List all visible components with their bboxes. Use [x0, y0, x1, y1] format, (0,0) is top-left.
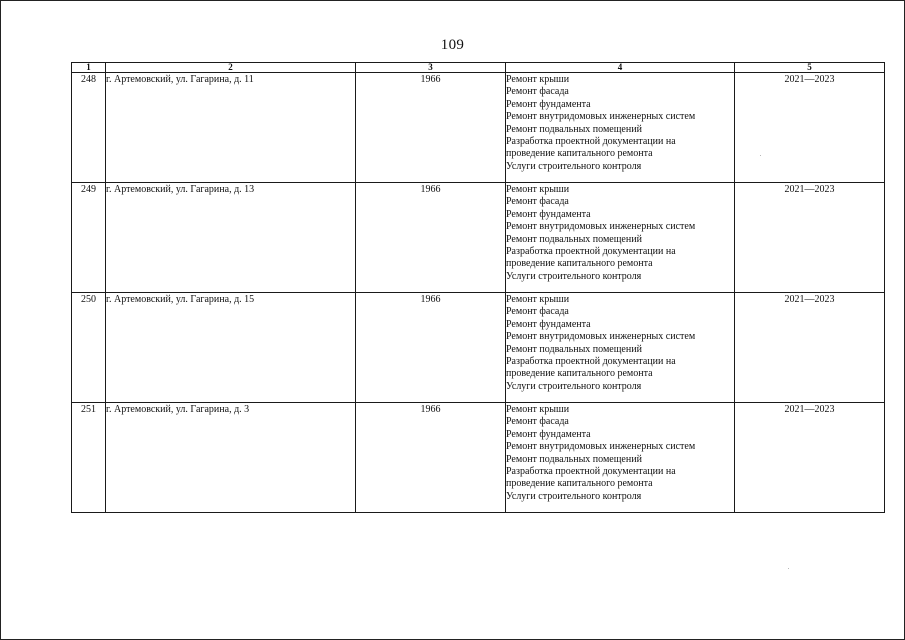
header-col-1: 1 [72, 63, 106, 73]
work-item: Ремонт подвальных помещений [506, 233, 642, 245]
table-row [72, 183, 885, 293]
row-works [506, 403, 735, 513]
header-col-2: 2 [106, 63, 356, 73]
work-item: Ремонт фундамента [506, 208, 591, 220]
work-item: Ремонт фасада [506, 86, 569, 98]
table-row [72, 293, 885, 403]
row-period: 2021—2023 [735, 183, 885, 293]
work-item: Разработка проектной документации на [506, 136, 676, 148]
scan-speck [788, 568, 789, 569]
work-item: Ремонт крыши [506, 294, 570, 305]
work-item: Услуги строительного контроля [506, 380, 642, 392]
row-period: 2021—2023 [735, 293, 885, 403]
row-address: г. Артемовский, ул. Гагарина, д. 3 [106, 403, 356, 513]
row-period: 2021—2023 [735, 403, 885, 513]
row-year: 1966 [356, 293, 506, 403]
row-address: г. Артемовский, ул. Гагарина, д. 15 [106, 293, 356, 403]
row-number: 250 [72, 293, 106, 403]
work-item: проведение капитального ремонта [506, 368, 653, 380]
row-number: 248 [72, 73, 106, 183]
work-item: Услуги строительного контроля [506, 490, 642, 502]
work-item: Ремонт подвальных помещений [506, 453, 642, 465]
work-item: Ремонт подвальных помещений [506, 123, 642, 135]
work-item: Ремонт фундамента [506, 318, 591, 330]
work-item: Ремонт внутридомовых инженерных систем [506, 331, 696, 343]
row-works [506, 293, 735, 403]
work-item: Ремонт фасада [506, 416, 569, 428]
table-header [72, 63, 885, 73]
work-item: Разработка проектной документации на [506, 246, 676, 258]
repair-schedule-table [71, 62, 885, 513]
table-row [72, 403, 885, 513]
header-col-3: 3 [356, 63, 506, 73]
work-item: Ремонт фундамента [506, 98, 591, 110]
work-item: проведение капитального ремонта [506, 148, 653, 160]
header-row [72, 63, 885, 73]
row-number: 251 [72, 403, 106, 513]
row-period: 2021—2023 [735, 73, 885, 183]
row-year: 1966 [356, 403, 506, 513]
work-item: Ремонт фасада [506, 196, 569, 208]
row-address: г. Артемовский, ул. Гагарина, д. 13 [106, 183, 356, 293]
work-item: Услуги строительного контроля [506, 160, 642, 172]
table-body [72, 73, 885, 513]
scan-speck [760, 155, 761, 156]
work-item: Ремонт фундамента [506, 428, 591, 440]
work-item: Ремонт подвальных помещений [506, 343, 642, 355]
row-address: г. Артемовский, ул. Гагарина, д. 11 [106, 73, 356, 183]
work-item: Ремонт крыши [506, 184, 570, 195]
row-works [506, 183, 735, 293]
row-number: 249 [72, 183, 106, 293]
header-col-5: 5 [735, 63, 885, 73]
work-item: Ремонт внутридомовых инженерных систем [506, 441, 696, 453]
row-year: 1966 [356, 73, 506, 183]
work-item: Услуги строительного контроля [506, 270, 642, 282]
work-item: Ремонт внутридомовых инженерных систем [506, 221, 696, 233]
work-item: проведение капитального ремонта [506, 478, 653, 490]
work-item: Ремонт крыши [506, 404, 570, 415]
work-item: Разработка проектной документации на [506, 466, 676, 478]
work-item: Ремонт крыши [506, 74, 570, 85]
row-year: 1966 [356, 183, 506, 293]
work-item: Ремонт фасада [506, 306, 569, 318]
page-number: 109 [440, 37, 465, 53]
work-item: Ремонт внутридомовых инженерных систем [506, 111, 696, 123]
row-works [506, 73, 735, 183]
table-row [72, 73, 885, 183]
header-col-4: 4 [506, 63, 735, 73]
work-item: проведение капитального ремонта [506, 258, 653, 270]
work-item: Разработка проектной документации на [506, 356, 676, 368]
